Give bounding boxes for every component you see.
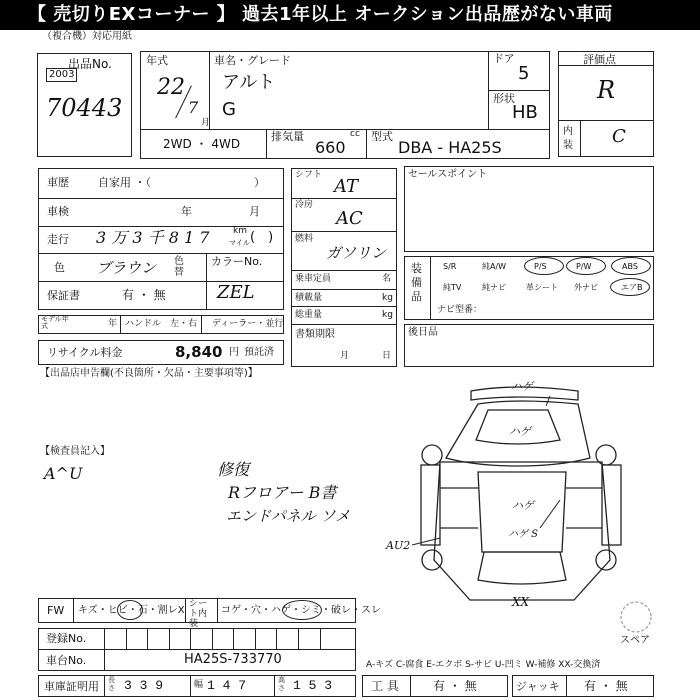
year-value: 22: [157, 75, 185, 100]
seat-mark-circle: [282, 600, 322, 620]
color-value: ブラウン: [96, 259, 157, 277]
model-label: 車名・グレード: [214, 54, 291, 67]
mileage-unit-mile: マイル: [229, 239, 250, 247]
recycle-label: リサイクル料金: [47, 346, 123, 359]
equip-alloy: 純A/W: [482, 262, 507, 271]
lot-number: 70443: [46, 94, 123, 122]
body-shape-label: 形状: [493, 92, 515, 105]
height-label: 高さ: [278, 676, 285, 692]
chassis-value: HA25S-733770: [184, 652, 282, 667]
drive-options: 2WD ・ 4WD: [163, 137, 241, 151]
model-year-unit: 年: [108, 319, 118, 329]
shift-value: AT: [334, 176, 359, 197]
ps-circle: [524, 257, 564, 275]
model-name: アルト: [222, 72, 276, 93]
equip-navi: 純ナビ: [482, 283, 506, 292]
height-value: 1 5 3: [293, 678, 333, 693]
fuel-value: ガソリン: [326, 244, 387, 262]
abs-circle: [611, 257, 651, 275]
year-label: 年式: [146, 54, 168, 67]
model-type-label: 型式: [371, 130, 393, 143]
model-grade: G: [222, 99, 236, 120]
warranty-options: 有 ・ 無: [122, 288, 166, 302]
width-label: 幅: [194, 680, 204, 690]
pw-circle: [566, 257, 606, 275]
weight-label: 総重量: [295, 310, 323, 320]
color-label: 色: [54, 261, 65, 274]
inspector-header: 【検査員記入】: [40, 446, 110, 457]
equip-pw: P/W: [576, 262, 592, 271]
ac-value: AC: [336, 208, 363, 229]
model-type-value: DBA - HA25S: [398, 138, 502, 157]
lot-label: 出品No.: [68, 57, 112, 71]
equip-abs: ABS: [622, 262, 638, 271]
score-value: R: [597, 76, 616, 104]
chassis-label: 車台No.: [46, 654, 87, 667]
width-value: 1 4 7: [207, 678, 247, 693]
body-shape-value: HB: [512, 102, 538, 123]
registration-label: 登録No.: [46, 632, 87, 645]
inspector-note-left: A^U: [44, 464, 83, 483]
form-note: （複合機）対応用紙: [42, 31, 132, 42]
defects-header: 【出品店申告欄(不良箇所・欠品・主要事項等)】: [40, 368, 258, 379]
banner-text: 【 売切りEXコーナー 】 過去1年以上 オークション出品歴がない車両: [28, 4, 613, 25]
damage-legend: A-キズ C-腐食 E-エクボ S-サビ U-凹ミ W-補修 XX-交換済: [366, 660, 601, 670]
length-value: 3 3 9: [124, 678, 164, 693]
tools-label: 工 具: [371, 679, 399, 693]
recycle-unit: 円: [229, 347, 239, 358]
inspection-label: 車検: [47, 205, 69, 218]
history-label: 車歴: [47, 176, 69, 189]
year-month: 7: [188, 98, 199, 117]
shift-label: シフト: [295, 170, 323, 180]
warranty-label: 保証書: [47, 289, 80, 302]
jack-options: 有 ・ 無: [584, 679, 628, 693]
after-entry-box: [404, 324, 654, 367]
diagram-note-roof: ハゲ: [509, 425, 531, 438]
model-year-label: モデル年式: [41, 315, 69, 331]
inspection-month: 月: [249, 205, 260, 218]
inspector-note-2: Rフロアー B書: [228, 483, 337, 502]
recycle-note: 預託済: [244, 347, 274, 358]
mileage-paren: ( ): [250, 230, 274, 245]
color-code-label: カラーNo.: [211, 255, 263, 268]
capacity-label: 乗車定員: [295, 274, 332, 284]
doors-label: ドア: [493, 52, 515, 65]
length-label: 長さ: [108, 676, 115, 692]
ac-label: 冷房: [295, 200, 314, 210]
seat-text: コゲ・穴・ハゲ・シミ・破レ・スレ: [221, 605, 381, 616]
dealer-options: ディーラー・並行: [212, 319, 284, 329]
spare-label: スペア: [620, 635, 650, 646]
year-month-unit: 月: [201, 118, 211, 128]
equip-leather: 革シート: [526, 283, 558, 292]
displacement-value: 660: [315, 138, 346, 157]
fw-label: FW: [47, 604, 65, 617]
certificate-label: 車庫証明用: [44, 680, 99, 693]
fw-text: キズ・ヒビ・石・割レX: [78, 605, 185, 616]
interior-label: 内装: [563, 126, 573, 151]
after-entry-label: 後日品: [408, 327, 438, 338]
diagram-note-top: ハゲ: [511, 380, 533, 393]
color-swap: 色替: [174, 256, 184, 278]
weight-unit: kg: [382, 310, 393, 320]
recycle-value: 8,840: [175, 343, 223, 361]
inspector-note-1: 修復: [217, 460, 250, 479]
displacement-label: 排気量: [271, 130, 304, 143]
diagram-note-left: AU2: [386, 539, 411, 552]
mileage-label: 走行: [47, 233, 69, 246]
interior-value: C: [612, 126, 626, 147]
diagram-note-mid: ハゲ: [512, 499, 534, 512]
history-options: 自家用 ・（: [98, 176, 151, 189]
capacity-unit: 名: [382, 274, 392, 284]
docs-month: 月: [340, 351, 350, 361]
handle-options: ハンドル 左・右: [125, 319, 198, 329]
sales-point-label: セールスポイント: [408, 169, 488, 180]
navi-model-label: ナビ型番：: [437, 305, 483, 315]
equip-sr: S/R: [443, 262, 457, 271]
seat-label: シート内装: [189, 599, 208, 629]
score-label: 評価点: [583, 53, 616, 66]
docs-label: 書類期限: [295, 329, 335, 340]
fuel-label: 燃料: [295, 234, 314, 244]
equip-tv: 純TV: [443, 283, 462, 292]
spare-tire-icon: [621, 602, 651, 632]
inspector-note-3: エンドパネル ソメ: [226, 507, 351, 525]
docs-day: 日: [382, 351, 392, 361]
equipment-label: 装備品: [411, 262, 422, 303]
equip-ext-navi: 外ナビ: [574, 283, 598, 292]
mileage-unit-km: km: [233, 226, 247, 236]
jack-label: ジャッキ: [516, 680, 560, 693]
diagram-note-bottom: XX: [512, 595, 530, 609]
diagram-note-rear: ハゲ S: [508, 529, 539, 540]
mileage-value: 3 万 3 千 8 1 7: [96, 228, 210, 247]
history-close: ）: [254, 176, 265, 189]
load-unit: kg: [382, 293, 393, 303]
inspection-year: 年: [181, 205, 192, 218]
equip-ps: P/S: [534, 262, 547, 271]
doors-value: 5: [518, 63, 530, 84]
equip-airbag: エアB: [621, 283, 643, 292]
color-code: ZEL: [217, 282, 255, 303]
tools-options: 有 ・ 無: [433, 679, 477, 693]
lot-stamp: 2003: [46, 68, 77, 82]
load-label: 積載量: [295, 293, 323, 303]
displacement-unit: cc: [350, 129, 360, 139]
fw-mark-circle: [117, 600, 143, 620]
airbag-circle: [610, 278, 650, 296]
